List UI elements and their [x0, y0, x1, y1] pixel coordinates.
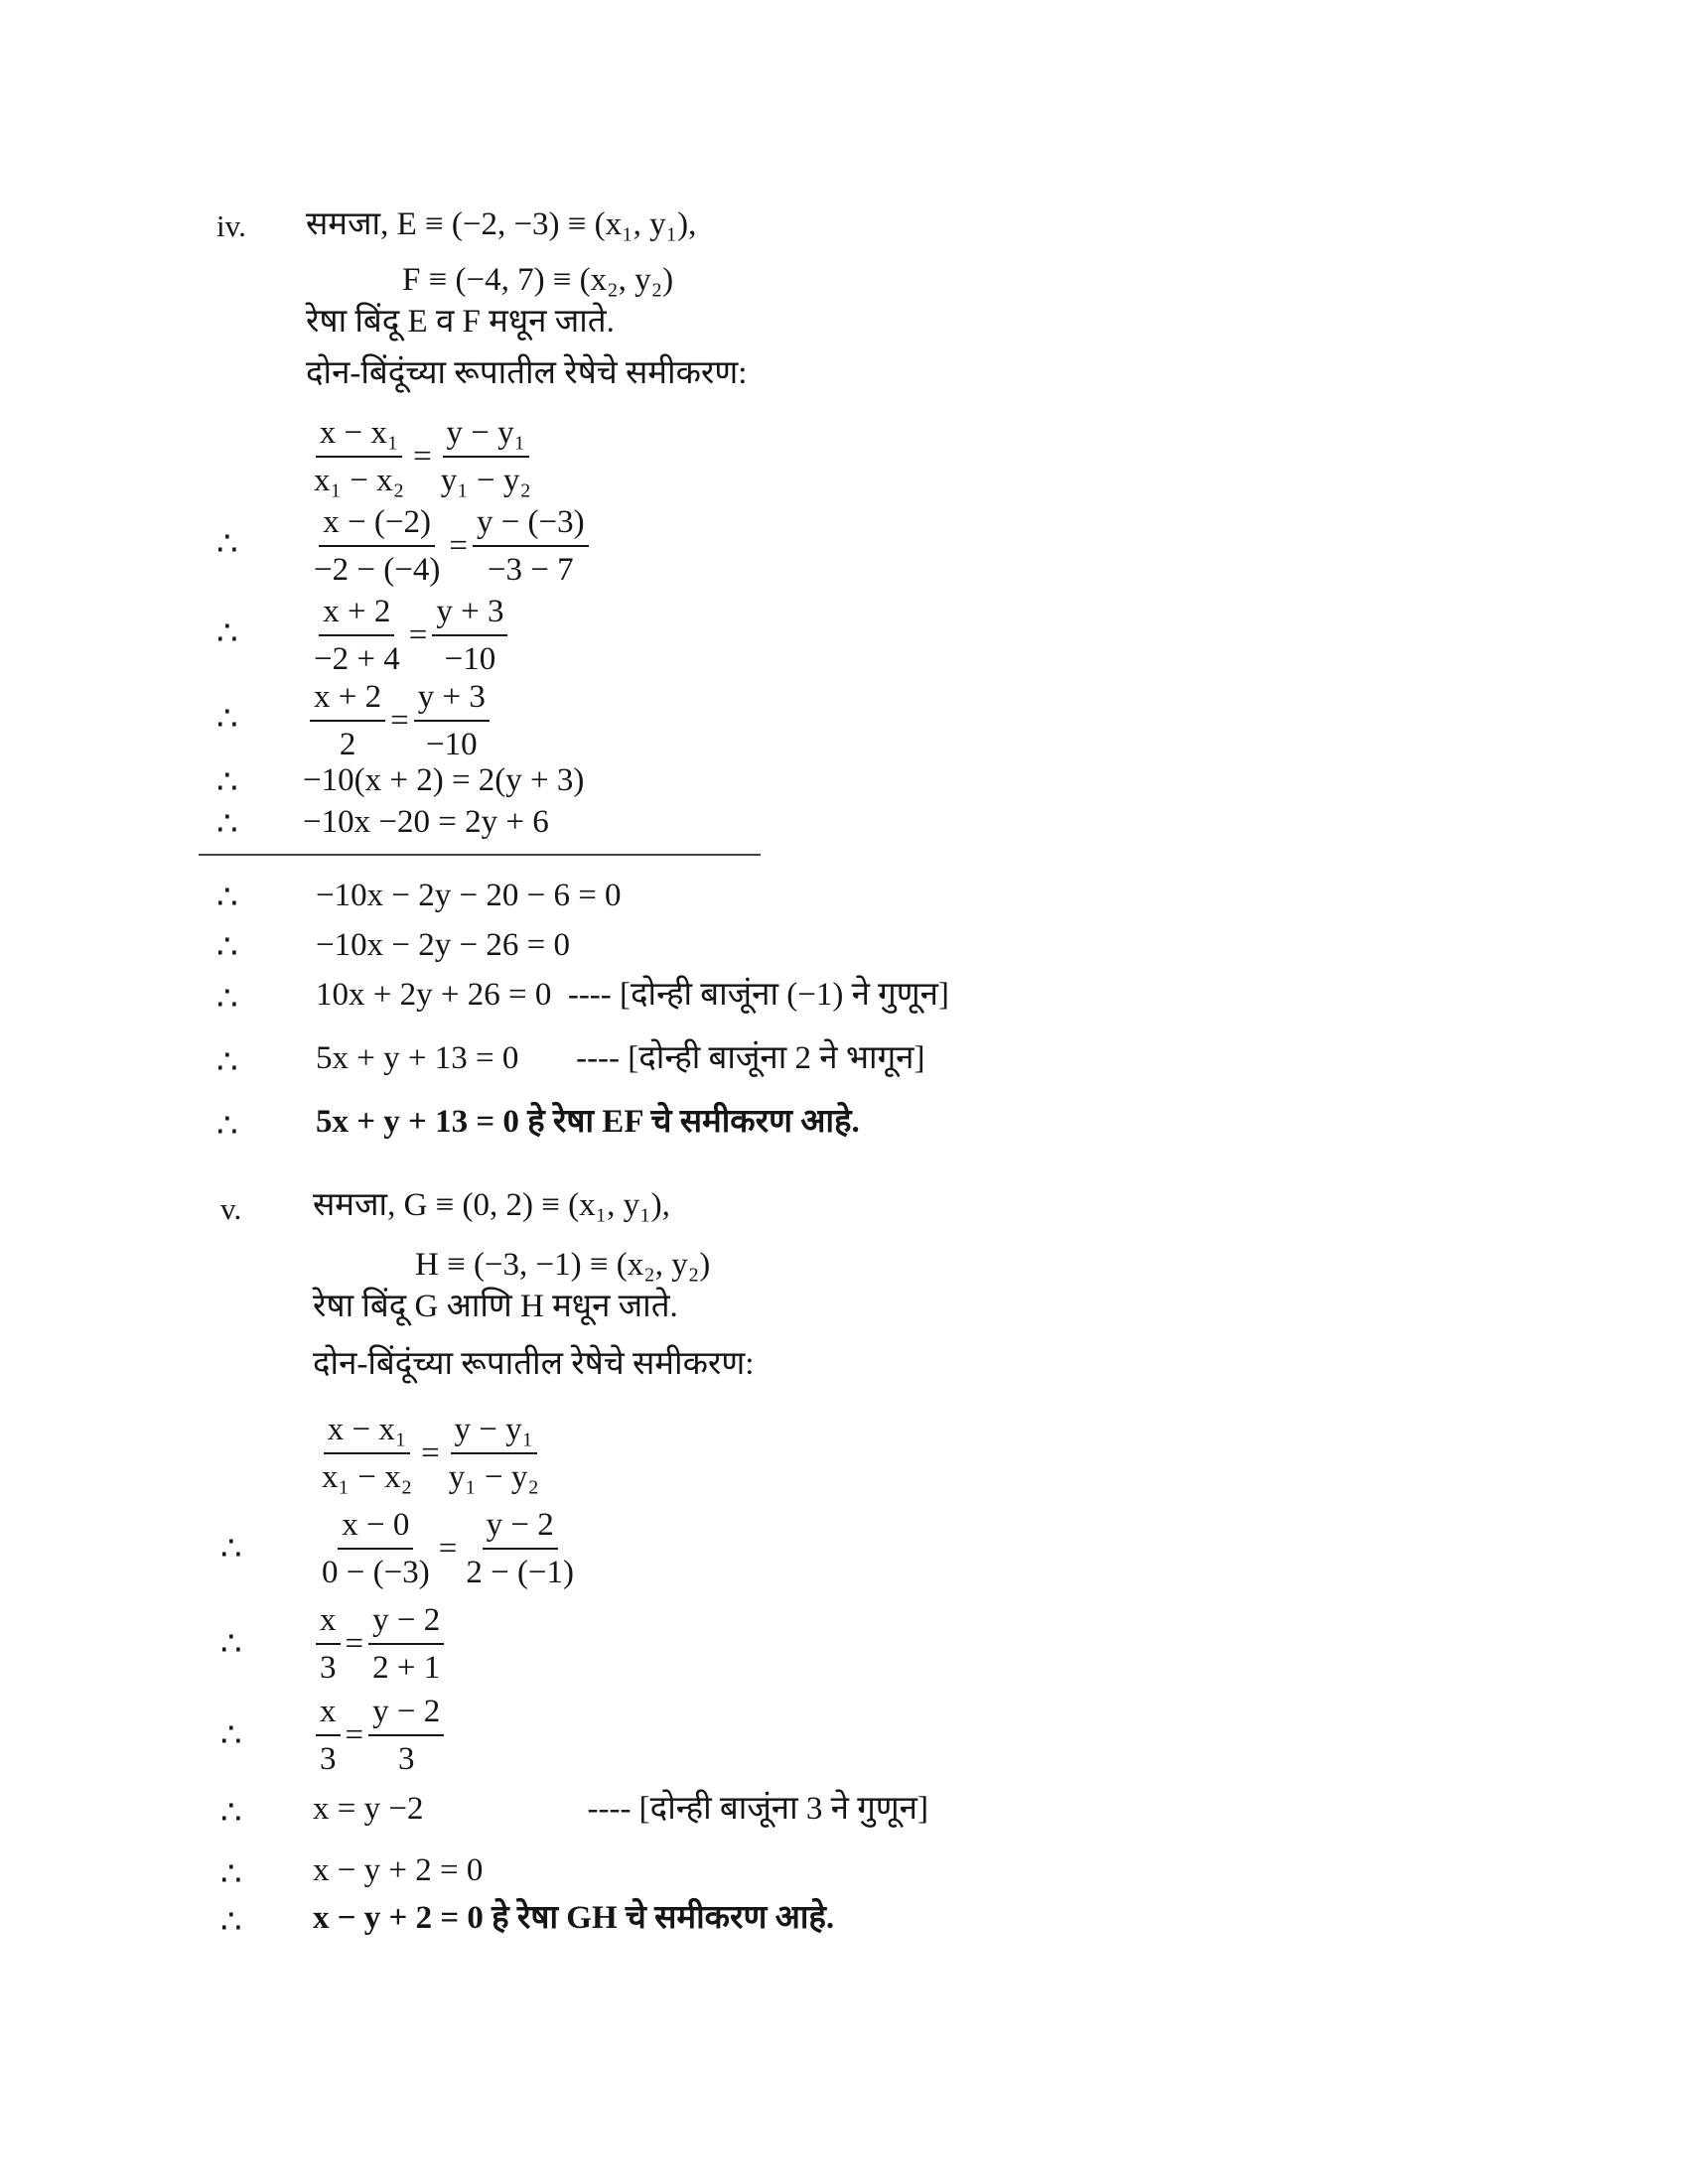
therefore-symbol: ∴ — [216, 806, 238, 843]
part-v-label: v. — [220, 1191, 242, 1226]
therefore-symbol: ∴ — [216, 1108, 238, 1145]
therefore-symbol: ∴ — [216, 615, 238, 652]
therefore-symbol: ∴ — [220, 1717, 242, 1754]
therefore-symbol: ∴ — [216, 526, 238, 563]
iv-step-simplify-1: $\frac{x + 2}{-2 + 4}$ = $\frac{y + 3}{-10}$ — [310, 594, 507, 679]
line-passes-gh: रेषा बिंदू G आणि H मधून जाते. — [313, 1289, 678, 1324]
iv-step-substitute: $\frac{x - (-2)}{-2 - (-4)}$ = $\frac{y - (-3)}{-3 - 7}$ — [310, 504, 589, 590]
two-point-form-heading: दोन-बिंदूंच्या रूपातील रेषेचे समीकरण: — [306, 355, 748, 391]
therefore-symbol: ∴ — [220, 1795, 242, 1832]
v-step-multiply: x = y −2 ---- [दोन्ही बाजूंना 3 ने गुणून] — [313, 1791, 928, 1827]
given-point-f: F ≡ (−4, 7) ≡ (x₂, y₂) — [402, 262, 674, 298]
therefore-symbol: ∴ — [220, 1856, 242, 1893]
v-formula-general: $\frac{\text{x − x₁}}{\text{x₁ − x₂}}$ = $\frac{\text{y − y₁}}{\text{y₁ − y₂}}$ — [322, 1412, 539, 1495]
given-point-g: समजा, G ≡ (0, 2) ≡ (x₁, y₁), — [313, 1187, 670, 1223]
iv-step-divide: 5x + y + 13 = 0 ---- [दोन्ही बाजूंना 2 ने भागून] — [316, 1040, 925, 1076]
iv-step-multiply-neg: 10x + 2y + 26 = 0 ---- [दोन्ही बाजूंना (−1) ने गुणून] — [316, 977, 949, 1013]
v-conclusion: x − y + 2 = 0 हे रेषा GH चे समीकरण आहे. — [313, 1900, 835, 1936]
divider-line — [199, 854, 761, 856]
iv-formula-general: $\frac{\text{x − x₁}}{\text{x₁ − x₂}}$ = $\frac{\text{y − y₁}}{\text{y₁ − y₂}}$ — [314, 415, 531, 498]
line-passes-ef: रेषा बिंदू E व F मधून जाते. — [306, 304, 615, 340]
iv-step-expand: −10x −20 = 2y + 6 — [303, 804, 549, 840]
iv-step-cross-multiply: −10(x + 2) = 2(y + 3) — [303, 762, 585, 798]
iv-conclusion: 5x + y + 13 = 0 हे रेषा EF चे समीकरण आहे. — [316, 1104, 860, 1140]
therefore-symbol: ∴ — [216, 1044, 238, 1081]
iv-step-combine: −10x − 2y − 26 = 0 — [316, 927, 570, 963]
two-point-form-heading: दोन-बिंदूंच्या रूपातील रेषेचे समीकरण: — [313, 1346, 755, 1382]
v-step-substitute: $\frac{x - 0}{0 - (-3)}$ = $\frac{y - 2}{2 - (-1)}$ — [322, 1507, 575, 1590]
therefore-symbol: ∴ — [216, 929, 238, 966]
given-point-h: H ≡ (−3, −1) ≡ (x₂, y₂) — [415, 1247, 711, 1283]
therefore-symbol: ∴ — [216, 764, 238, 801]
therefore-symbol: ∴ — [220, 1626, 242, 1663]
therefore-symbol: ∴ — [216, 880, 238, 916]
therefore-symbol: ∴ — [220, 1531, 242, 1568]
v-step-simplify-1: $\frac{x}{3}$ = $\frac{y - 2}{2 + 1}$ — [316, 1602, 444, 1688]
iv-step-rearrange: −10x − 2y − 20 − 6 = 0 — [316, 878, 622, 913]
v-step-simplify-2: $\frac{x}{3}$ = $\frac{y - 2}{3}$ — [316, 1694, 444, 1779]
iv-step-simplify-2: $\frac{x + 2}{2}$ = $\frac{y + 3}{-10}$ — [310, 679, 490, 764]
part-iv-label: iv. — [216, 208, 246, 243]
therefore-symbol: ∴ — [216, 701, 238, 738]
given-point-e: समजा, E ≡ (−2, −3) ≡ (x₁, y₁), — [306, 206, 697, 242]
therefore-symbol: ∴ — [220, 1904, 242, 1941]
v-step-rearrange: x − y + 2 = 0 — [313, 1852, 484, 1888]
therefore-symbol: ∴ — [216, 981, 238, 1018]
